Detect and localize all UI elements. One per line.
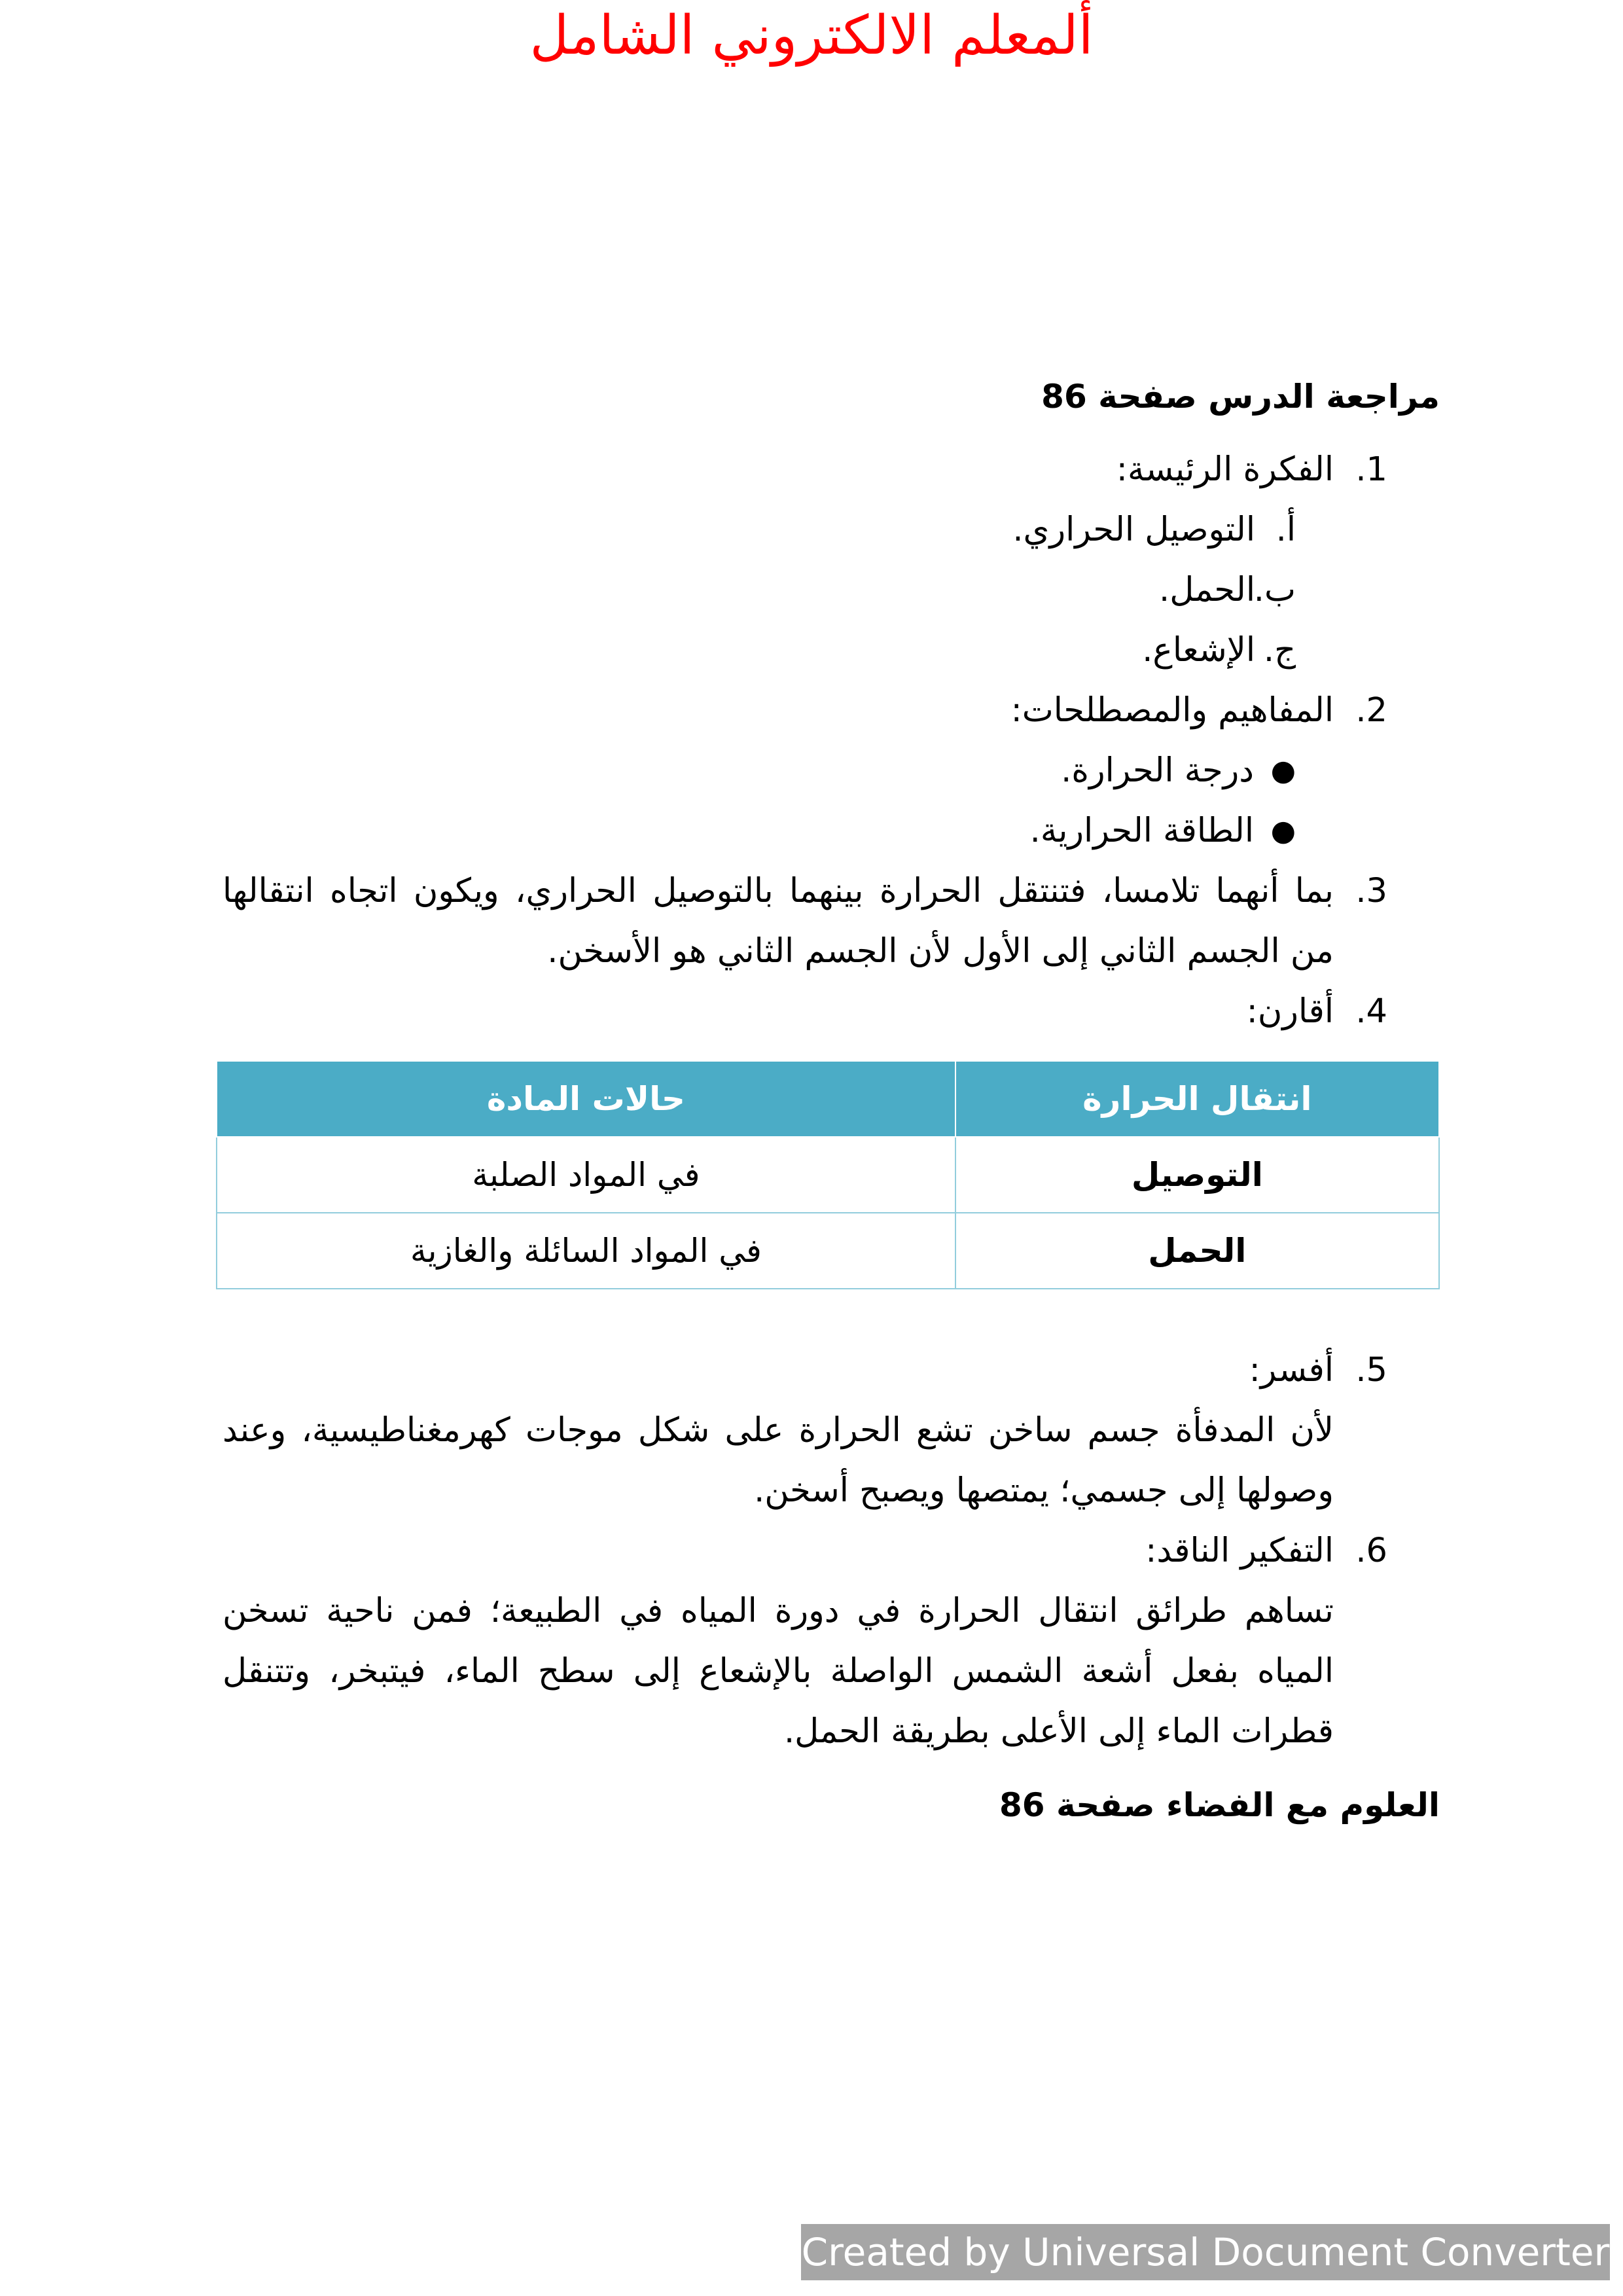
science-space-heading: العلوم مع الفضاء صفحة 86 bbox=[999, 1786, 1440, 1824]
question-5 bbox=[223, 1340, 1440, 1401]
bullet-text: الطاقة الحرارية. bbox=[1029, 812, 1254, 850]
question-2 bbox=[223, 681, 1440, 741]
table-cell: الحمل bbox=[955, 1213, 1439, 1289]
comparison-table bbox=[216, 1060, 1440, 1289]
bullet-icon: ● bbox=[1270, 814, 1296, 848]
document-body bbox=[223, 353, 1440, 1848]
question-1 bbox=[223, 440, 1440, 500]
table-row bbox=[217, 1137, 1439, 1213]
answer-text: الحمل. bbox=[1159, 571, 1255, 609]
answer-item bbox=[223, 560, 1440, 620]
bullet-text: درجة الحرارة. bbox=[1061, 751, 1254, 790]
question-number: 5. bbox=[1355, 1351, 1387, 1390]
question-label: التفكير الناقد: bbox=[1145, 1532, 1334, 1570]
question-label: أقارن: bbox=[1246, 992, 1334, 1031]
answer-text: التوصيل الحراري. bbox=[1012, 511, 1255, 549]
question-number: 6. bbox=[1355, 1532, 1387, 1570]
table-row bbox=[217, 1213, 1439, 1289]
question-number: 3. bbox=[1355, 872, 1387, 910]
question-number: 2. bbox=[1355, 691, 1387, 730]
answer-paragraph: تساهم طرائق انتقال الحرارة في دورة المياه في الطبيعة؛ فمن ناحية تسخن المياه بفعل أشعة الشمس الواصلة بالإشعاع إلى سطح الماء، فيتبخر، وتتنقل قطرات الماء إلى الأعلى بطريقة الحمل. bbox=[223, 1592, 1334, 1751]
bullet-item bbox=[223, 801, 1440, 861]
table-cell: التوصيل bbox=[955, 1137, 1439, 1213]
question-3 bbox=[223, 861, 1440, 982]
bullet-icon: ● bbox=[1270, 754, 1296, 787]
table-cell: في المواد السائلة والغازية bbox=[217, 1213, 955, 1289]
page-title: ألمعلم الالكتروني الشامل bbox=[529, 5, 1094, 67]
question-4 bbox=[223, 982, 1440, 1042]
answer-paragraph: بما أنهما تلامسا، فتنتقل الحرارة بينهما بالتوصيل الحراري، ويكون اتجاه انتقالها من الجسم الثاني إلى الأول لأن الجسم الثاني هو الأسخن. bbox=[223, 872, 1334, 971]
converter-watermark: Created by Universal Document Converter bbox=[801, 2224, 1610, 2280]
question-label: المفاهيم والمصطلحات: bbox=[1010, 691, 1334, 730]
question-label: أفسر: bbox=[1249, 1351, 1334, 1390]
answer-letter: أ. bbox=[1275, 511, 1296, 549]
answer-paragraph: لأن المدفأة جسم ساخن تشع الحرارة على شكل موجات كهرمغناطيسية، وعند وصولها إلى جسمي؛ يمتصها ويصبح أسخن. bbox=[223, 1411, 1334, 1510]
answer-item bbox=[223, 500, 1440, 560]
question-number: 1. bbox=[1355, 450, 1387, 489]
answer-letter: ج. bbox=[1263, 631, 1296, 670]
answer-letter: ب. bbox=[1253, 571, 1296, 609]
answer-item bbox=[223, 620, 1440, 681]
question-number: 4. bbox=[1355, 992, 1387, 1031]
question-6 bbox=[223, 1521, 1440, 1581]
bullet-item bbox=[223, 741, 1440, 801]
question-label: الفكرة الرئيسة: bbox=[1116, 450, 1334, 489]
table-header-cell: انتقال الحرارة bbox=[955, 1061, 1439, 1137]
table-cell: في المواد الصلبة bbox=[217, 1137, 955, 1213]
table-header-cell: حالات المادة bbox=[217, 1061, 955, 1137]
lesson-review-heading: مراجعة الدرس صفحة 86 bbox=[1041, 378, 1440, 416]
answer-text: الإشعاع. bbox=[1142, 631, 1255, 670]
table-header-row bbox=[217, 1061, 1439, 1137]
